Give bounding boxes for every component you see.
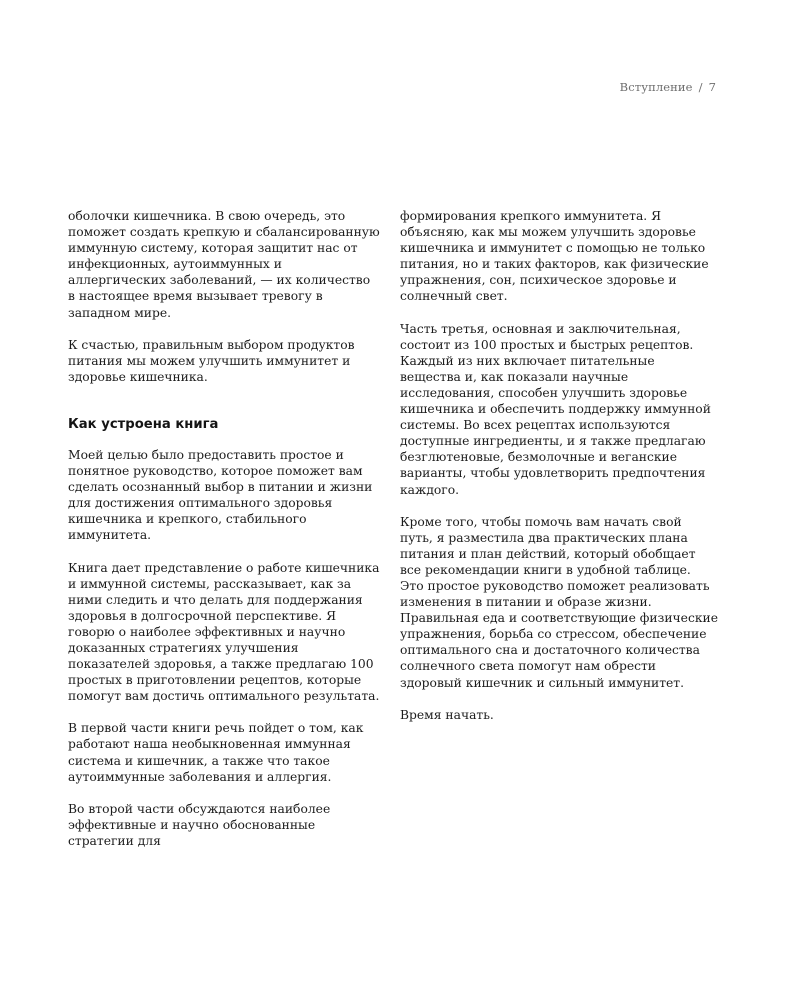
header-section-title: Вступление bbox=[619, 80, 693, 94]
paragraph: Время начать. bbox=[400, 707, 494, 722]
paragraph: Книга дает представление о работе кишечника и иммунной системы, рассказывает, как за ними следить и что делать для поддержания здоровья в долгосрочной перспективе. Я говорю о наиболее эффективных и научно доказанных стратегиях улучшения показателей здоровья, а также предлагаю 100 простых в приготовлении рецептов, которые помогут вам достичь оптимального результата. bbox=[68, 560, 380, 704]
paragraph: формирования крепкого иммунитета. Я объясняю, как мы можем улучшить здоровье кишечника и иммунитет с помощью не только питания, но и таких факторов, как физические упражнения, сон, психическое здоровье и солнечный свет. bbox=[400, 209, 709, 304]
paragraph: В первой части книги речь пойдет о том, как работают наша необыкновенная иммунная система и кишечник, а также что такое аутоиммунные заболевания и аллергия. bbox=[68, 721, 364, 784]
section-heading: Как устроена книга bbox=[68, 416, 219, 432]
header-separator: / bbox=[698, 80, 703, 94]
left-column bbox=[68, 208, 380, 849]
paragraph: Кроме того, чтобы помочь вам начать свой путь, я разместила два практических плана питания и план действий, который обобщает все рекомендации книги в удобной таблице. Это простое руководство поможет реализовать изменения в питании и образе жизни. Правильная еда и соответствующие физические упражнения, борьба со стрессом, обеспечение оптимального сна и достаточного количества солнечного света помогут нам обрести здоровый кишечник и сильный иммунитет. bbox=[400, 514, 718, 690]
page-number: 7 bbox=[708, 80, 716, 94]
paragraph: К счастью, правильным выбором продуктов питания мы можем улучшить иммунитет и здоровье кишечника. bbox=[68, 337, 355, 384]
paragraph: Часть третья, основная и заключительная, состоит из 100 простых и быстрых рецептов. Каждый из них включает питательные вещества и, как показали научные исследования, способен улучшить здоровье кишечника и обеспечить поддержку иммунной системы. Во всех рецептах используются доступные ингредиенты, и я также предлагаю безглютеновые, безмолочные и веганские варианты, чтобы удовлетворить предпочтения каждого. bbox=[400, 321, 711, 497]
paragraph: Во второй части обсуждаются наиболее эффективные и научно обоснованные стратегии для bbox=[68, 801, 331, 848]
paragraph: оболочки кишечника. В свою очередь, это поможет создать крепкую и сбалансированную иммунную систему, которая защитит нас от инфекционных, аутоиммунных и аллергических заболеваний, — их количество в настоящее время вызывает тревогу в западном мире. bbox=[68, 209, 380, 320]
paragraph: Моей целью было предоставить простое и понятное руководство, которое поможет вам сделать осознанный выбор в питании и жизни для достижения оптимального здоровья кишечника и крепкого, стабильного иммунитета. bbox=[68, 447, 373, 543]
running-header bbox=[620, 80, 716, 94]
right-column bbox=[400, 208, 718, 723]
